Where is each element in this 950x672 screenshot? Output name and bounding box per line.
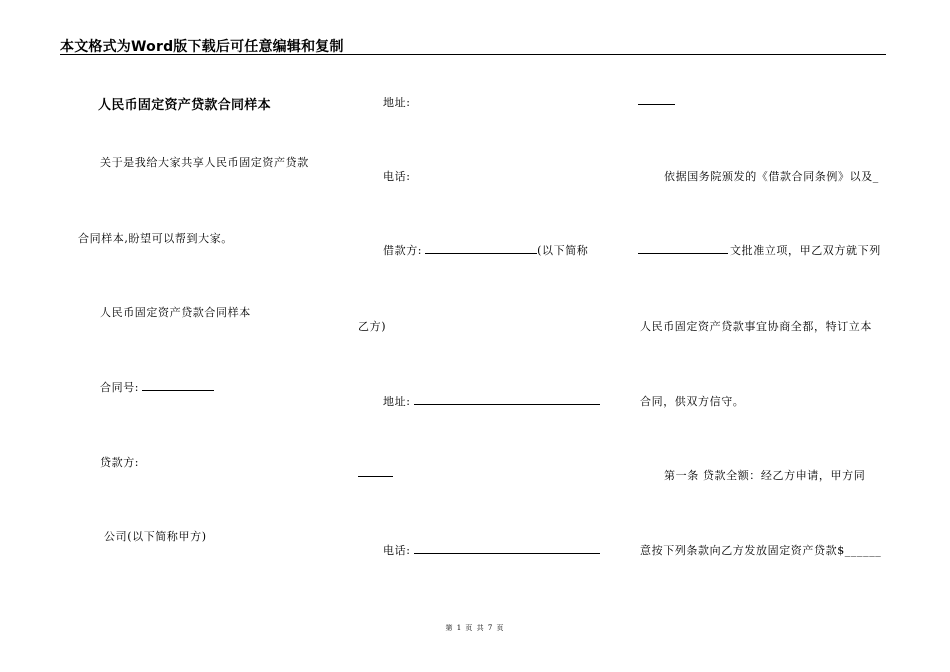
para-line-4: 合同，供双方信守。	[640, 395, 745, 408]
para-line-3: 人民币固定资产贷款事宜协商全都，特订立本	[640, 320, 872, 333]
contract-number-label: 合同号:	[100, 381, 140, 394]
para-line-2-text: 文批准立项，甲乙双方就下列	[730, 244, 881, 257]
phone-label-2: 电话:	[383, 544, 411, 557]
address-field-2	[383, 393, 600, 409]
blank-line-col3-top	[638, 104, 675, 105]
intro-line-2: 合同样本,盼望可以帮到大家。	[78, 232, 233, 245]
borrower-label: 借款方:	[383, 244, 423, 257]
intro-line-1: 关于是我给大家共享人民币固定资产贷款	[100, 156, 309, 169]
article-1: 第一条 贷款全额：经乙方申请，甲方同	[664, 469, 866, 482]
address-label-1: 地址:	[383, 96, 411, 109]
company-label: 公司(以下简称甲方)	[104, 530, 207, 543]
borrower-field	[383, 242, 588, 258]
document-header: 本文格式为Word版下载后可任意编辑和复制	[60, 39, 344, 55]
borrower-blank	[425, 243, 537, 254]
approval-blank	[638, 243, 728, 254]
header-rule	[60, 54, 886, 55]
contract-number-blank	[142, 380, 214, 391]
contract-title: 人民币固定资产贷款合同样本	[98, 98, 271, 113]
address-label-2: 地址:	[383, 395, 411, 408]
phone-blank-2	[414, 543, 600, 554]
article-1-cont: 意按下列条款向乙方发放固定资产贷款$______	[640, 544, 882, 557]
blank-line-col2	[358, 476, 393, 477]
page-footer: 第 1 页 共 7 页	[445, 624, 505, 632]
contract-number-field	[100, 379, 214, 395]
para-line-2	[638, 242, 881, 258]
borrower-cont: 乙方)	[358, 320, 387, 333]
para-line-1: 依据国务院颁发的《借款合同条例》以及_	[664, 170, 879, 183]
phone-field-2	[383, 542, 600, 558]
address-blank-2	[414, 394, 600, 405]
borrower-suffix: (以下简称	[537, 244, 589, 257]
phone-label-1: 电话:	[383, 170, 411, 183]
lender-label: 贷款方:	[100, 456, 140, 469]
doc-name: 人民币固定资产贷款合同样本	[100, 306, 251, 319]
